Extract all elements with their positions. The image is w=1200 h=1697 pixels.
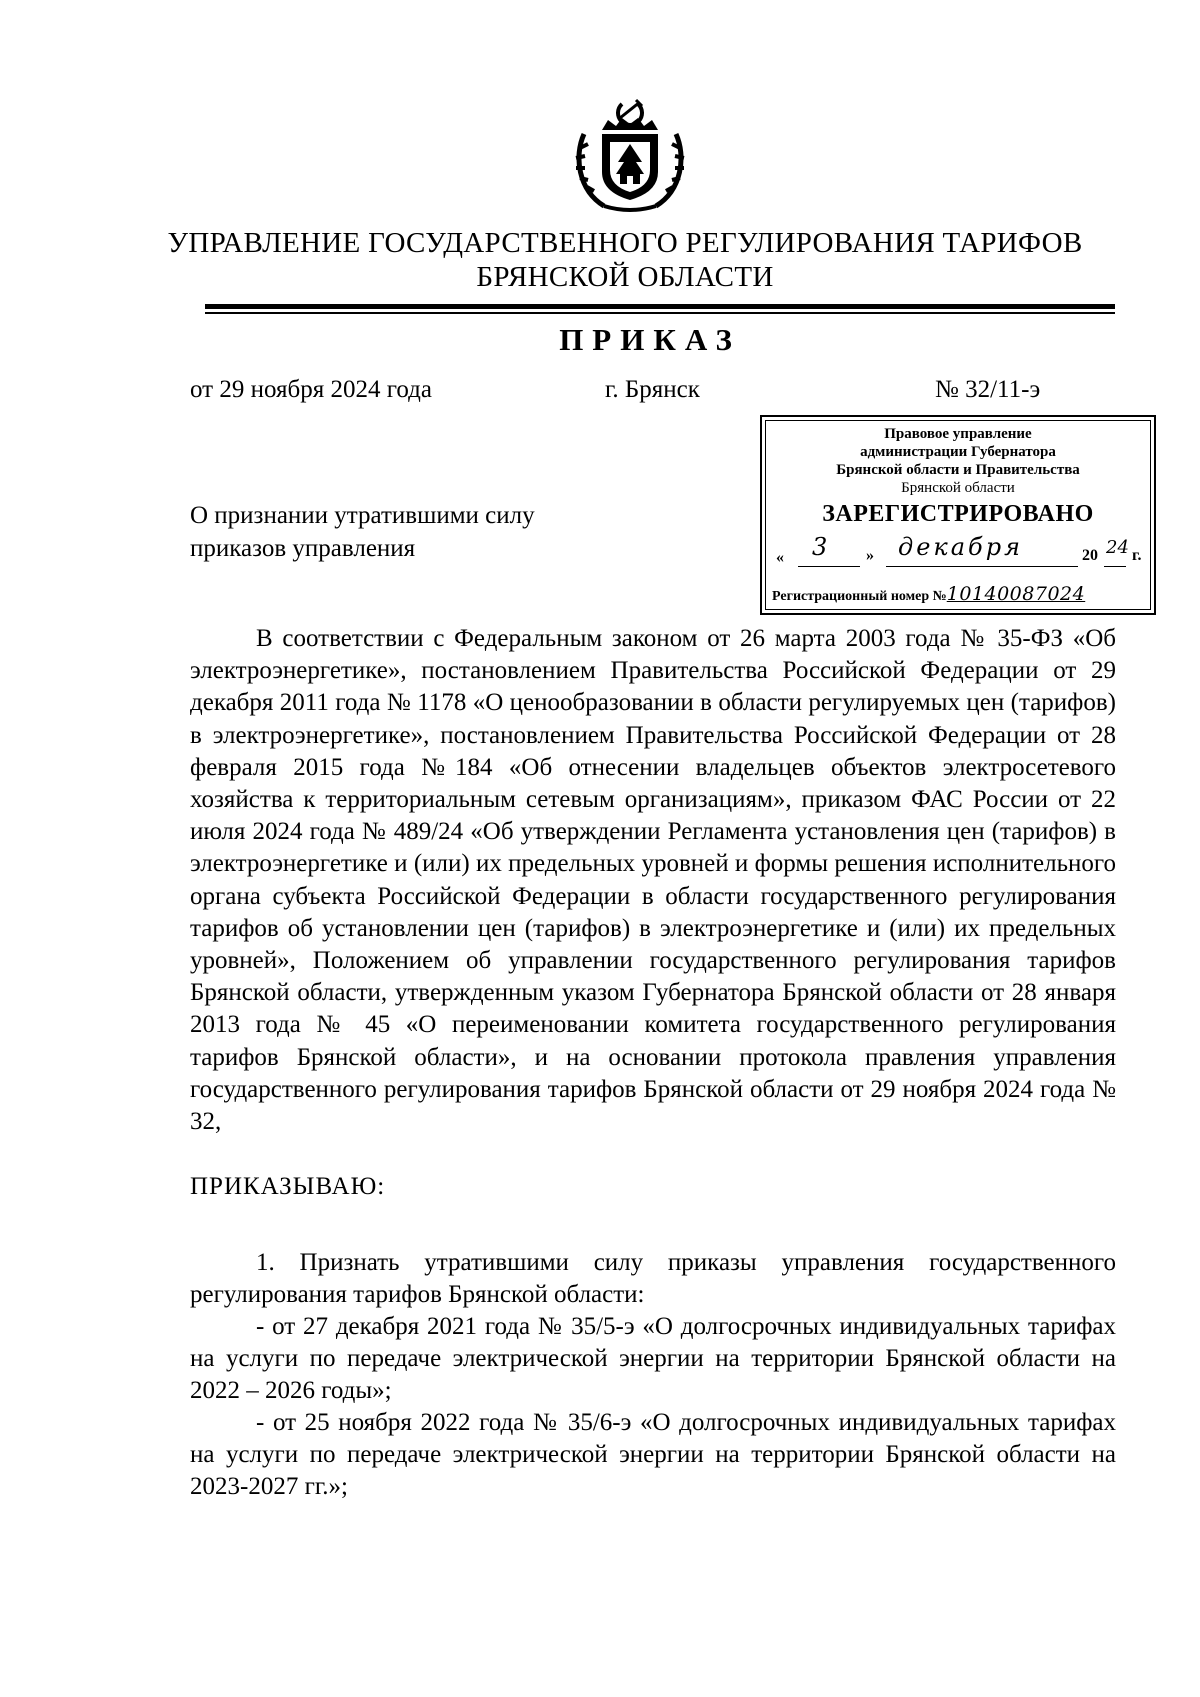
stamp-org-line2: администрации Губернатора: [860, 444, 1056, 460]
stamp-open-quote: «: [776, 549, 784, 566]
stamp-org-line1: Правовое управление: [884, 426, 1032, 442]
stamp-reg-label: Регистрационный номер №: [772, 589, 947, 604]
stamp-org-line4: Брянской области: [901, 480, 1015, 496]
stamp-status: ЗАРЕГИСТРИРОВАНО: [822, 501, 1094, 527]
agency-name-line2: БРЯНСКОЙ ОБЛАСТИ: [476, 261, 774, 293]
stamp-reg-number: 10140087024: [946, 583, 1086, 605]
stamp-date: [776, 533, 1146, 569]
stamp-org-line3: Брянской области и Правительства: [836, 462, 1080, 478]
order-subitem-b: - от 25 ноября 2022 года № 35/6-э «О долгосрочных индивидуальных тарифах на услуги по передаче электрической энергии на территории Брянской области на 2023-2027 гг.»;: [190, 1409, 1116, 1501]
stamp-month: декабря: [898, 533, 1023, 561]
stamp-year-underline: [1104, 566, 1126, 567]
order-city: г. Брянск: [605, 376, 700, 403]
agency-name-line1: УПРАВЛЕНИЕ ГОСУДАРСТВЕННОГО РЕГУЛИРОВАНИЯ ТАРИФОВ: [167, 227, 1083, 259]
stamp-day-underline: [798, 566, 860, 567]
stamp-close-quote: »: [866, 547, 874, 564]
stamp-year-prefix: 20: [1082, 547, 1098, 564]
preamble-paragraph: В соответствии с Федеральным законом от 26 марта 2003 года № 35-ФЗ «Об электроэнергетике», постановлением Правительства Российской Федерации от 29 декабря 2011 года № 1178 «О ценообразовании в области регулируемых цен (тарифов) в электроэнергетике», постановлением Правительства Российской Федерации от 28 февраля 2015 года №184 «Об отнесении владельцев объектов электросетевого хозяйства к территориальным сетевым организациям», приказом ФАС России от 22 июля 2024 года № 489/24 «Об утверждении Регламента установления цен (тарифов) в электроэнергетике и (или) их предельных уровней и формы решения исполнительного органа субъекта Российской Федерации в области государственного регулирования тарифов об установлении цен (тарифов) в электроэнергетике и (или) их предельных уровней», Положением об управлении государственного регулирования тарифов Брянской области, утвержденным указом Губернатора Брянской области от 28 января 2013 года № 45 «О переименовании комитета государственного регулирования тарифов Брянской области», и на основании протокола правления управления государственного регулирования тарифов Брянской области от 29 ноября 2024 года № 32,: [190, 625, 1116, 1136]
order-number: № 32/11-э: [935, 376, 1041, 403]
subject-line1: О признании утратившими силу: [190, 502, 535, 529]
stamp-month-underline: [886, 566, 1078, 567]
header-divider-thin: [205, 312, 1115, 314]
stamp-year-abbr: г.: [1132, 547, 1142, 564]
order-subitem-a: - от 27 декабря 2021 года № 35/5-э «О долгосрочных индивидуальных тарифах на услуги по передаче электрической энергии на территории Брянской области на 2022 – 2026 годы»;: [190, 1313, 1116, 1405]
order-directive: ПРИКАЗЫВАЮ:: [190, 1173, 386, 1200]
subject-line2: приказов управления: [190, 535, 416, 562]
stamp-year-suffix: 24: [1106, 537, 1129, 558]
order-item-1: 1. Признать утратившими силу приказы управления государственного регулирования тарифов Брянской области:: [190, 1249, 1116, 1309]
document-title: ПРИКАЗ: [559, 322, 741, 357]
order-date: от 29 ноября 2024 года: [190, 376, 432, 403]
registration-stamp: [760, 415, 1156, 615]
stamp-day: 3: [812, 533, 828, 561]
stamp-registration-number: [772, 583, 1152, 605]
header-divider-thick: [205, 304, 1115, 309]
coat-of-arms-icon: [570, 94, 690, 216]
